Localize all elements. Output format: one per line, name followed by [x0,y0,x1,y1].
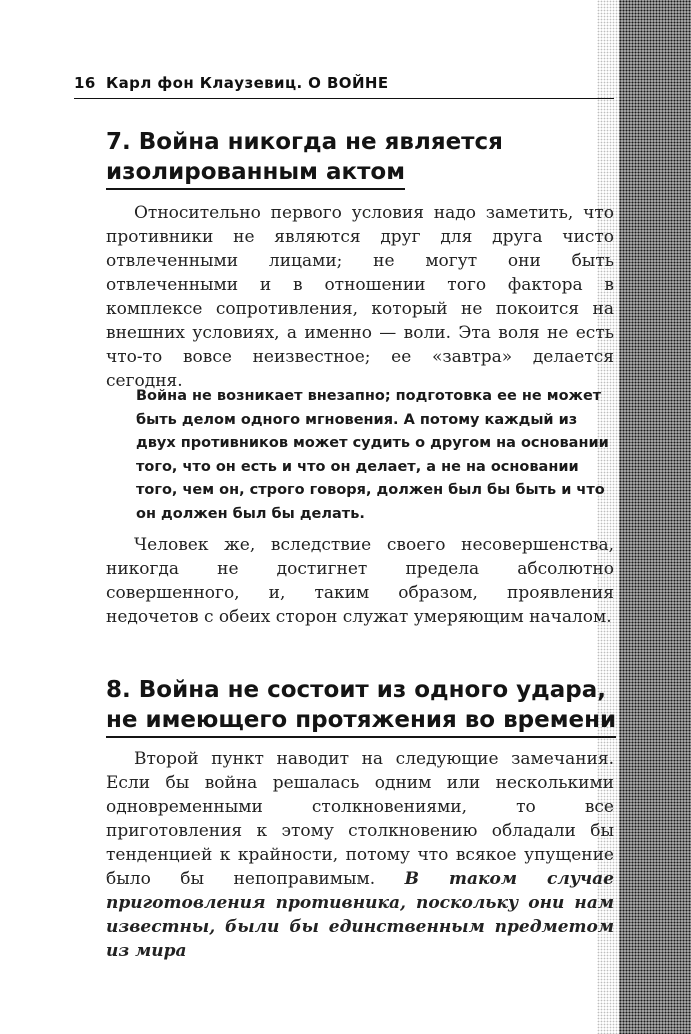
section-7-paragraph-1: Относительно первого условия надо заметить, что противники не являются друг для друга чисто отвлеченными лицами; не могут они быть отвлеченными и в отношении того фактора в комплексе сопротивления, который не покоится на внешних условиях, а именно — воли. Эта воля не есть что-то вовсе неизвестное; ее «завтра» делается сегодня. [106,203,614,391]
running-header [74,74,614,92]
section-7-heading-line1: 7. Война никогда не является [106,129,503,155]
running-title: Карл фон Клаузевиц. О ВОЙНЕ [106,74,389,92]
section-8-heading-line2: не имеющего протяжения во времени [106,705,616,738]
section-8-heading-line1: 8. Война не состоит из одного удара, [106,677,606,703]
page-edge-halftone [619,0,691,1034]
section-8-paragraph-plain: Второй пункт наводит на следующие замечания. Если бы война решалась одним или несколькими одновременными столкновениями, то все приготовления к этому столкновению обладали бы тенденцией к крайности, потому что всякое упущение было бы непоправимым. [106,749,614,889]
page-number: 16 [74,74,96,92]
section-7-highlight: Война не возникает внезапно; подготовка ее не может быть делом одного мгновения. А потому каждый из двух противников может судить о другом на основании того, что он есть и что он делает, а не на основании того, чем он, строго говоря, должен был бы быть и что он должен был бы делать. [136,388,609,522]
section-8-paragraph-1 [106,747,614,963]
section-7-paragraph-2: Человек же, вследствие своего несовершенства, никогда не достигнет предела абсолютно совершенного, и, таким образом, проявления недочетов с обеих сторон служат умеряющим началом. [106,535,614,627]
section-7-heading [106,127,503,190]
section-8-heading [106,675,616,738]
header-rule [74,98,614,99]
section-8-paragraph-emphasis: В таком случае приготовления противника, поскольку они нам известны, были бы единственным предметом из мира [106,869,614,961]
section-7-heading-line2: изолированным актом [106,157,405,190]
